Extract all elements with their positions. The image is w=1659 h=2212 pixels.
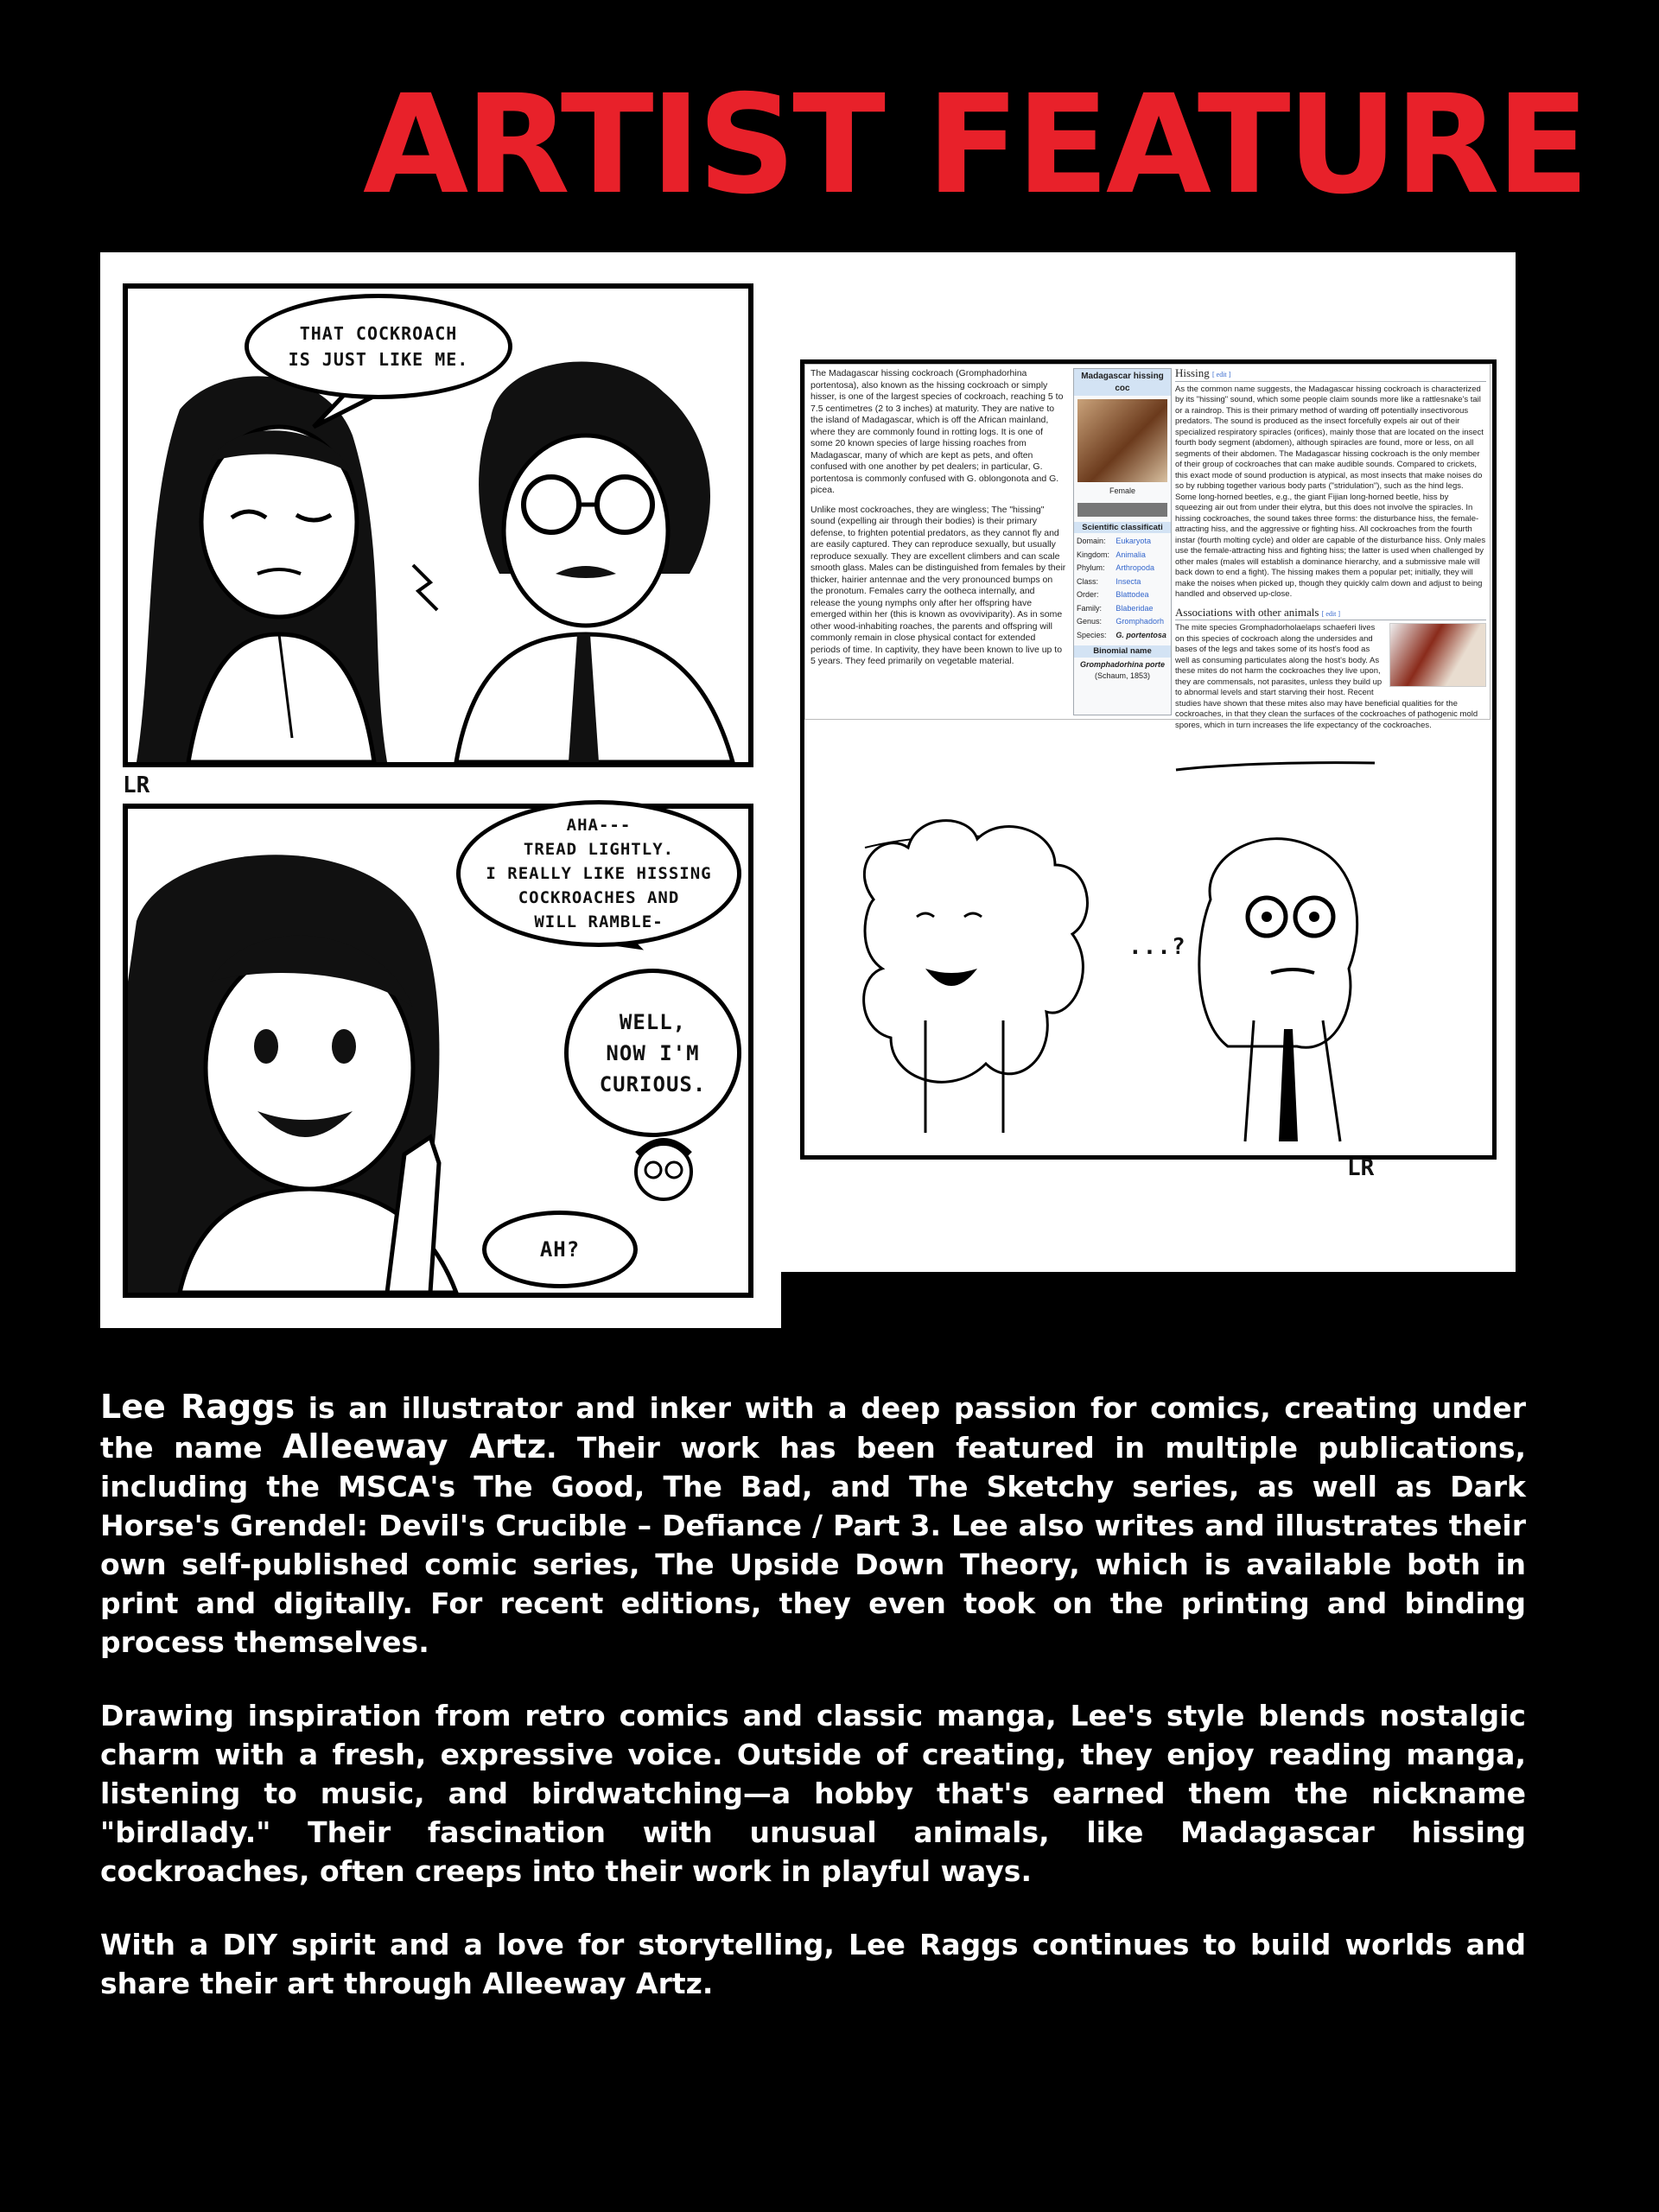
- taxon-value[interactable]: Eukaryota: [1116, 537, 1151, 545]
- bubble-line: WILL RAMBLE-: [534, 912, 664, 931]
- comic-panel-1: [123, 283, 753, 767]
- table-row: [1074, 615, 1171, 629]
- taxon-value[interactable]: Animalia: [1116, 550, 1146, 559]
- comic-panel-2: [123, 804, 753, 1298]
- binomial-author: (Schaum, 1853): [1094, 671, 1151, 680]
- bubble-line: I REALLY LIKE HISSING: [486, 864, 712, 883]
- taxon-rank: Genus:: [1077, 617, 1103, 626]
- comic-page-left: [100, 252, 781, 1328]
- page-title: ARTIST FEATURE: [363, 66, 1586, 225]
- section-heading: [1175, 607, 1486, 621]
- taxon-value[interactable]: Gromphadorh: [1116, 617, 1164, 626]
- bubble-line: TREAD LIGHTLY.: [523, 840, 675, 859]
- bio-text: is an illustrator and inker with a deep passion for comics, creating under the name: [100, 1391, 1526, 1465]
- signature-mark: LR: [1347, 1155, 1375, 1181]
- comic-page-right: [781, 252, 1516, 1272]
- edit-link[interactable]: [ edit ]: [1211, 371, 1231, 378]
- classification-heading: Scientific classificati: [1074, 522, 1171, 534]
- taxonomy-table: [1074, 535, 1171, 642]
- edit-link[interactable]: [ edit ]: [1321, 609, 1341, 618]
- bio-paragraph-3: With a DIY spirit and a love for storytelling, Lee Raggs continues to build worlds and share their art through Alleeway Artz.: [100, 1928, 1526, 2000]
- taxon-rank: Species:: [1077, 630, 1107, 639]
- table-row: [1074, 549, 1171, 563]
- taxon-rank: Order:: [1077, 590, 1099, 599]
- binomial-heading: Binomial name: [1074, 645, 1171, 658]
- artist-bio: [100, 1388, 1526, 2037]
- speech-bubble-4: [482, 1211, 638, 1288]
- bubble-line: WELL,: [619, 1009, 687, 1034]
- section-heading: [1175, 368, 1486, 382]
- bubble-line: NOW I'M: [606, 1040, 700, 1065]
- taxon-value[interactable]: Blaberidae: [1116, 603, 1154, 613]
- binomial-name: Gromphadorhina porte: [1079, 659, 1165, 669]
- table-row: [1074, 535, 1171, 549]
- bio-paragraph-1: [100, 1388, 1526, 1662]
- bio-paragraph-2: Drawing inspiration from retro comics and classic manga, Lee's style blends nostalgic charm with a fresh, expressive voice. Outside of creating, they enjoy reading manga, listening to music, and birdwatching—a hobby that's earned them the nickname "birdlady." Their fascination with unusual animals, like Madagascar hissing cockroaches, often creeps into their work in playful ways.: [100, 1699, 1526, 1888]
- bubble-line: AHA---: [566, 816, 632, 835]
- taxon-value: G. portentosa: [1116, 630, 1166, 639]
- bubble-line: IS JUST LIKE ME.: [288, 349, 469, 370]
- table-row: [1074, 588, 1171, 602]
- cockroach-photo: [1077, 399, 1167, 482]
- table-row: [1074, 575, 1171, 589]
- taxon-rank: Kingdom:: [1077, 550, 1110, 559]
- wikipedia-screenshot: [804, 364, 1491, 730]
- taxobox: [1073, 368, 1172, 715]
- hissing-heading: Hissing: [1175, 366, 1210, 379]
- taxon-value[interactable]: Insecta: [1116, 576, 1141, 586]
- speech-bubble-1: [245, 294, 512, 399]
- assoc-paragraph: The mite species Gromphadorholaelaps schaeferi lives on this species of cockroach along the undersides and bases of the legs and takes some of its host's food as well as consuming particulates along the host's body. As these mites do not harm the cockroaches they live upon, they are commensals, not parasites, unless they build up to abnormal levels and start starving their host. Recent studies have shown that these mites also may have beneficial qualities for the cockroaches, in that they clean the surfaces of the cockroaches of pathogenic mold spores, which in turn increases the life expectancy of the cockroaches.: [1175, 623, 1478, 730]
- taxon-rank: Phylum:: [1077, 563, 1105, 572]
- speech-bubble-2: [456, 800, 741, 947]
- bubble-line: CURIOUS.: [599, 1071, 707, 1096]
- audio-player[interactable]: [1077, 503, 1167, 517]
- bubble-line: COCKROACHES AND: [518, 888, 680, 907]
- ellipsis-text: ...?: [1128, 934, 1186, 960]
- artist-name: Lee Raggs: [100, 1388, 296, 1426]
- signature-mark: LR: [123, 772, 150, 798]
- table-row: [1074, 629, 1171, 643]
- taxon-rank: Family:: [1077, 603, 1102, 613]
- bubble-line: THAT COCKROACH: [299, 323, 458, 344]
- taxon-value[interactable]: Arthropoda: [1116, 563, 1154, 572]
- thumbnail-image: [1389, 623, 1486, 687]
- table-row: [1074, 602, 1171, 616]
- assoc-heading: Associations with other animals: [1175, 605, 1319, 619]
- comic-panel-3: [800, 359, 1497, 1160]
- article-intro: [810, 368, 1066, 676]
- article-sections: [1175, 368, 1486, 738]
- taxon-rank: Class:: [1077, 576, 1099, 586]
- infobox-caption: Female: [1109, 486, 1135, 495]
- bio-text: . Their work has been featured in multiple publications, including the MSCA's The Good, The Bad, and The Sketchy series, as well as Dark Horse's Grendel: Devil's Crucible – Defiance / Part 3. Lee also writes and illustrates their own self-published comic series, The Upside Down Theory, which is available both in print and digitally. For recent editions, they even took on the printing and binding process themselves.: [100, 1431, 1527, 1659]
- speech-bubble-3: [564, 969, 741, 1137]
- infobox-title: Madagascar hissing coc: [1074, 369, 1171, 396]
- hissing-paragraph: As the common name suggests, the Madagascar hissing cockroach is characterized by its "hissing" sound, which some people claim sounds more like a rattlesnake's tail or a raindrop. This is their primary method of warding off potentially insectivorous predators. The sound is produced as the insect forcefully expels air out of their specialized respiratory spiracles (orifices), mainly those that are located on the insect fourth body segment (abdomen), although spiracles are found, more or less, on all segments of their abdomen. The Madagascar hissing cockroach is the only member of their group of cockroaches that can make audible sounds. Compared to crickets, this exact mode of sound production is atypical, as most insects that make noises do so by rubbing together various body parts ("stridulation"), such as the hind legs. Some long-horned beetles, e.g., the giant Fijian long-horned beetle, hiss by squeezing air out from under their elytra, but this does not involve the spiracles. In hissing cockroaches, the sound takes three forms: the disturbance hiss, the female-attracting hiss, and the aggressive or fighting hiss. All cockroaches from the fourth instar (fourth molting cycle) and older are capable of the disturbance hiss. Only males use the female-attracting hiss and fighting hiss; the latter is used when challenged by other males (males will establish a dominance hierarchy, and a submissive male will back down to end a fight). The hissing makes them a popular pet; initially, they will make the noises when picked up, though they quickly calm down and adjust to being handled and observed up-close.: [1175, 384, 1486, 599]
- brand-name: Alleeway Artz: [283, 1427, 546, 1465]
- taxon-rank: Domain:: [1077, 537, 1106, 545]
- bubble-line: AH?: [539, 1237, 581, 1262]
- description-paragraph: Unlike most cockroaches, they are wingless; The "hissing" sound (expelling air through their bodies) is their primary defense, to frighten potential predators, as they cannot fly and are easily captured. They can reproduce sexually, but usually reproduce sexually. They are excellent climbers and can scale smooth glass. Males can be distinguished from females by their thicker, hairier antennae and the very pronounced bumps on the pronotum. Females carry the ootheca internally, and release the young nymphs only after her offspring have emerged within her (this is known as ovoviviparity). As in some other wood-inhabiting roaches, the parents and offspring will commonly remain in close physical contact for extended periods of time. In captivity, they have been known to live up to 5 years. They feed primarily on vegetable material.: [810, 504, 1066, 666]
- intro-paragraph: The Madagascar hissing cockroach (Gromphadorhina portentosa), also known as the hissing cockroach or simply hisser, is one of the largest species of cockroach, reaching 5 to 7.5 centimetres (2 to 3 inches) at maturity. They are native to the island of Madagascar, which is off the African mainland, where they are commonly found in rotting logs. It is one of some 20 known species of large hissing roaches from Madagascar, many of which are kept as pets, and often confused with one another by pet dealers; in particular, G. portentosa is commonly confused with G. oblongonota and G. picea.: [810, 368, 1064, 495]
- table-row: [1074, 562, 1171, 575]
- taxon-value[interactable]: Blattodea: [1116, 590, 1149, 599]
